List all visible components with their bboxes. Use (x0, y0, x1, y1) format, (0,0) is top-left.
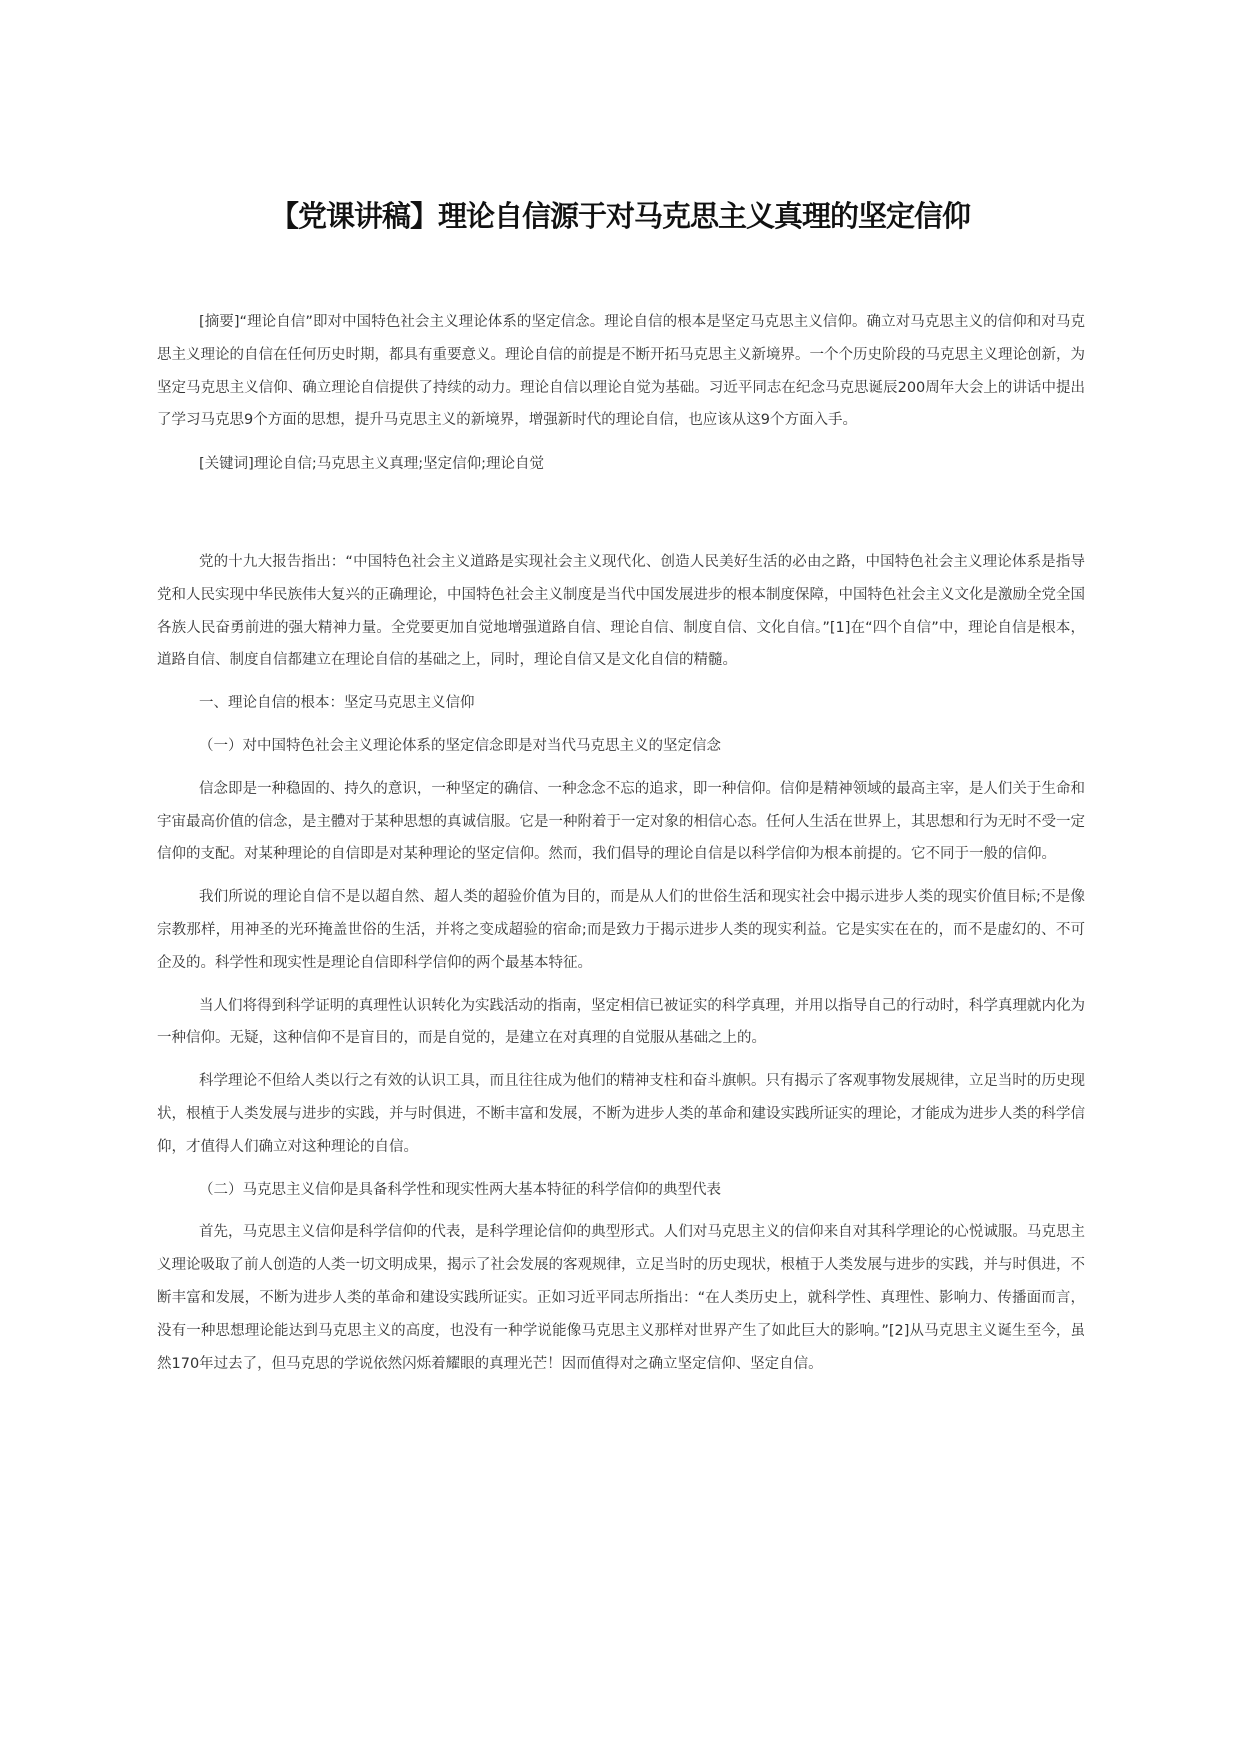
subsection-heading: （一）对中国特色社会主义理论体系的坚定信念即是对当代马克思主义的坚定信念 (199, 737, 721, 754)
body-paragraph: 首先，马克思主义信仰是科学信仰的代表，是科学理论信仰的典型形式。人们对马克思主义的信仰来自对其科学理论的心悦诚服。马克思主义理论吸取了前人创造的人类一切文明成果，揭示了社会发展的客观规律，立足当时的历史现状，根植于人类发展与进步的实践，并与时俱进，不断丰富和发展，不断为进步人类的革命和建设实践所证实。正如习近平同志所指出：“在人类历史上，就科学性、真理性、影响力、传播面而言，没有一种思想理论能达到马克思主义的高度，也没有一种学说能像马克思主义那样对世界产生了如此巨大的影响。”[2]从马克思主义诞生至今，虽然170年过去了，但马克思的学说依然闪烁着耀眼的真理光芒！因而值得对之确立坚定信仰、坚定自信。 (157, 1224, 1085, 1372)
body-paragraph: 我们所说的理论自信不是以超自然、超人类的超验价值为目的，而是从人们的世俗生活和现实社会中揭示进步人类的现实价值目标;不是像宗教那样，用神圣的光环掩盖世俗的生活，并将之变成超验的宿命;而是致力于揭示进步人类的现实利益。它是实实在在的，而不是虚幻的、不可企及的。科学性和现实性是理论自信即科学信仰的两个最基本特征。 (157, 889, 1085, 971)
abstract-paragraph: [摘要]“理论自信”即对中国特色社会主义理论体系的坚定信念。理论自信的根本是坚定马克思主义信仰。确立对马克思主义的信仰和对马克思主义理论的自信在任何历史时期，都具有重要意义。理论自信的前提是不断开拓马克思主义新境界。一个个历史阶段的马克思主义理论创新，为坚定马克思主义信仰、确立理论自信提供了持续的动力。理论自信以理论自觉为基础。习近平同志在纪念马克思诞辰200周年大会上的讲话中提出了学习马克思9个方面的思想，提升马克思主义的新境界，增强新时代的理论自信，也应该从这9个方面入手。 (157, 314, 1085, 429)
subsection-heading: （二）马克思主义信仰是具备科学性和现实性两大基本特征的科学信仰的典型代表 (199, 1181, 721, 1198)
body-paragraph: 信念即是一种稳固的、持久的意识，一种坚定的确信、一种念念不忘的追求，即一种信仰。信仰是精神领域的最高主宰，是人们关于生命和宇宙最高价值的信念，是主體对于某种思想的真诚信服。它是一种附着于一定对象的相信心态。任何人生活在世界上，其思想和行为无时不受一定信仰的支配。对某种理论的自信即是对某种理论的坚定信仰。然而，我们倡导的理论自信是以科学信仰为根本前提的。它不同于一般的信仰。 (157, 780, 1085, 863)
section-heading: 一、理论自信的根本：坚定马克思主义信仰 (199, 695, 475, 712)
body-paragraph: 当人们将得到科学证明的真理性认识转化为实践活动的指南，坚定相信已被证实的科学真理，并用以指导自己的行动时，科学真理就内化为一种信仰。无疑，这种信仰不是盲目的，而是自觉的，是建立在对真理的自觉服从基础之上的。 (157, 997, 1085, 1047)
keywords-paragraph: [关键词]理论自信;马克思主义真理;坚定信仰;理论自觉 (199, 456, 544, 473)
body-paragraph: 科学理论不但给人类以行之有效的认识工具，而且往往成为他们的精神支柱和奋斗旗帜。只有揭示了客观事物发展规律，立足当时的历史现状，根植于人类发展与进步的实践，并与时俱进，不断丰富和发展，不断为进步人类的革命和建设实践所证实的理论，才能成为进步人类的科学信仰，才值得人们确立对这种理论的自信。 (157, 1073, 1085, 1155)
document-title: 【党课讲稿】理论自信源于对马克思主义真理的坚定信仰 (269, 199, 970, 233)
document-body (157, 306, 1085, 1380)
body-paragraph: 党的十九大报告指出：“中国特色社会主义道路是实现社会主义现代化、创造人民美好生活的必由之路，中国特色社会主义理论体系是指导党和人民实现中华民族伟大复兴的正确理论，中国特色社会主义制度是当代中国发展进步的根本制度保障，中国特色社会主义文化是激励全党全国各族人民奋勇前进的强大精神力量。全党要更加自觉地增强道路自信、理论自信、制度自信、文化自信。”[1]在“四个自信”中，理论自信是根本，道路自信、制度自信都建立在理论自信的基础之上，同时，理论自信又是文化自信的精髓。 (157, 553, 1085, 669)
